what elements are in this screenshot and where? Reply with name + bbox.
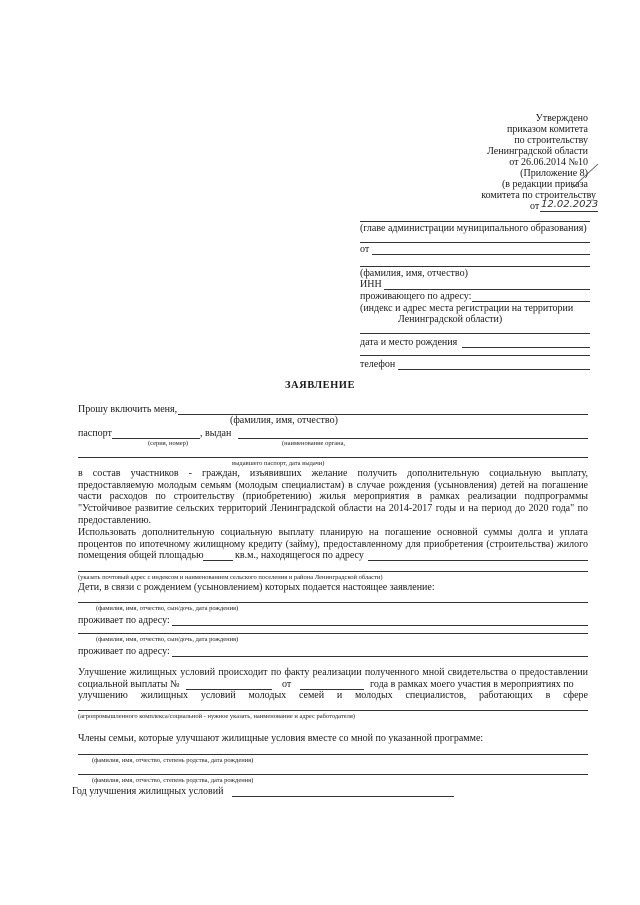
approval-line: приказом комитета	[507, 124, 588, 135]
child-caption: (фамилия, имя, отчество, сын/дочь, дата рождения)	[96, 605, 239, 612]
head-caption: (главе администрации муниципального образования)	[360, 223, 587, 234]
birth-label: дата и место рождения	[360, 337, 458, 348]
include-label: Прошу включить меня,	[78, 404, 178, 415]
year-label: Год улучшения жилищных условий	[72, 786, 224, 797]
payment-number-label: социальной выплаты №	[78, 679, 180, 690]
children-line: Дети, в связи с рождением (усыновлением) которых подается настоящее заявление:	[78, 582, 435, 593]
body-line: части расходов по строительству (приобретению) жилья мероприятия в рамках реализации подпрограммы	[78, 491, 588, 502]
inn-label: ИНН	[360, 279, 382, 290]
resides-label: проживает по адресу:	[78, 615, 170, 626]
approval-line: от 26.06.2014 №10	[509, 157, 588, 168]
body-line: предоставлению.	[78, 515, 152, 526]
body-line: Использовать дополнительную социальную выплату планирую на погашение основной суммы долга и уплата	[78, 527, 588, 538]
fio-caption: (фамилия, имя, отчество)	[360, 268, 468, 279]
from-label: от	[282, 679, 292, 690]
issued-label: , выдан	[200, 428, 232, 439]
member-caption: (фамилия, имя, отчество, степень родства, дата рождения)	[92, 777, 254, 784]
body-line: предоставляемую молодым семьям (молодым специалистам) в случае рождения (усыновления) детей на погашение	[78, 480, 588, 491]
approval-line: (Приложение 8)	[520, 168, 588, 179]
members-line: Члены семьи, которые улучшают жилищные условия вместе со мной по указанной программе:	[78, 733, 484, 744]
phone-label: телефон	[360, 359, 396, 370]
organ-caption: (наименование органа,	[282, 440, 346, 447]
area-label: помещения общей площадью	[78, 550, 204, 561]
body-line: "Устойчивое развитие сельских территорий Ленинградской области на 2014-2017 годы и на период до 2020 года" по	[78, 503, 588, 514]
body-line: процентов по ипотечному жилищному кредиту (займу), предоставленному для приобретения (строительства) жилого	[78, 539, 588, 550]
resides-label: проживает по адресу:	[78, 646, 170, 657]
address-caption: (указать почтовый адрес с индексом и наименованием сельского поселения и района Ленинградской области)	[78, 574, 383, 581]
passport-label: паспорт	[78, 428, 112, 439]
year-text: года в рамках моего участия в мероприятиях по	[370, 679, 574, 690]
approval-line: (в редакции приказа	[501, 179, 588, 190]
approval-line: комитета по строительству	[481, 190, 596, 201]
residing-label: проживающего по адресу:	[360, 291, 472, 302]
handwritten-date: 12.02.2023	[541, 199, 599, 210]
issued-caption: выдавшего паспорт, дата выдачи)	[232, 460, 325, 467]
address-caption: Ленинградской области)	[398, 314, 503, 325]
address-caption: (индекс и адрес места регистрации на территории	[360, 303, 574, 314]
address-label: кв.м., находящегося по адресу	[235, 550, 364, 561]
document-title: ЗАЯВЛЕНИЕ	[285, 380, 355, 391]
body-line: улучшению жилищных условий молодых семей и молодых специалистов, работающих в сфере	[78, 690, 588, 701]
series-caption: (серия, номер)	[148, 440, 188, 447]
sphere-caption: (агропромышленного комплекса/социальной - нужное указать, наименование и адрес работодателя)	[78, 713, 356, 720]
from-label: от	[360, 244, 370, 255]
approval-line: Ленинградской области	[487, 146, 588, 157]
body-line: в состав участников - граждан, изъявивших желание получить дополнительную социальную выплату,	[78, 468, 588, 479]
approval-line: Утверждено	[535, 113, 588, 124]
fio-caption: (фамилия, имя, отчество)	[230, 415, 338, 426]
body-line: Улучшение жилищных условий происходит по факту реализации полученного мной свидетельства о предоставлении	[78, 667, 588, 678]
approval-line: по строительству	[514, 135, 588, 146]
member-caption: (фамилия, имя, отчество, степень родства, дата рождения)	[92, 757, 254, 764]
approval-date-prefix: от	[530, 201, 540, 212]
child-caption: (фамилия, имя, отчество, сын/дочь, дата рождения)	[96, 636, 239, 643]
pen-stroke-icon	[570, 162, 600, 192]
